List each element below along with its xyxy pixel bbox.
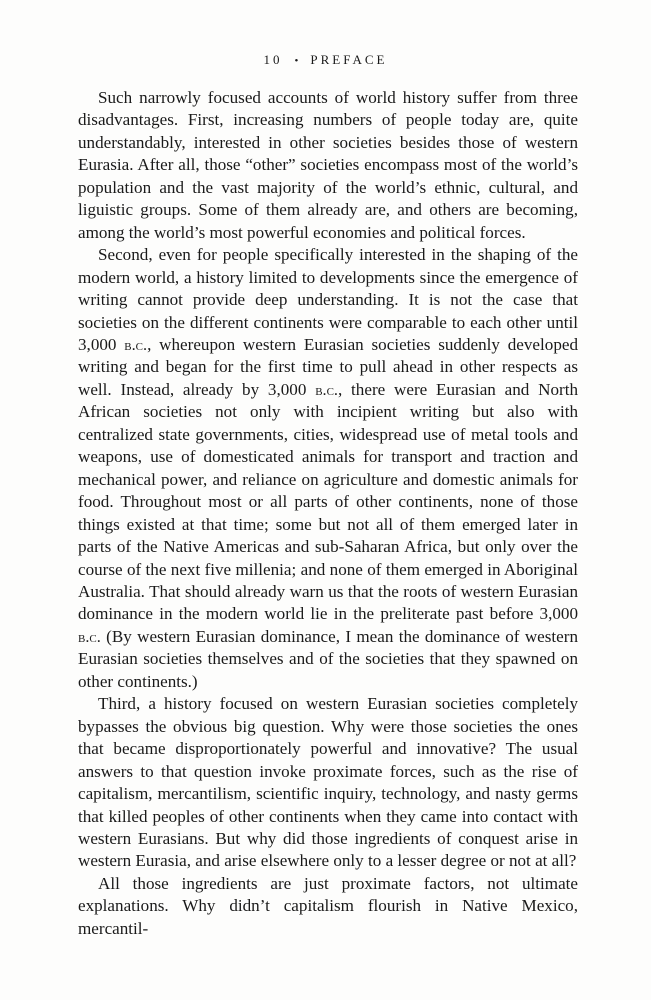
era-abbreviation: b.c. bbox=[124, 335, 148, 354]
era-abbreviation: b.c. bbox=[78, 627, 101, 646]
paragraph-2: Second, even for people specifically interested in the shaping of the modern world, a history limited to developments since the emergence of writing cannot provide deep understanding. It is not the case that societies on the different continents were comparable to each other until 3,000 b.c., whereupon western Eurasian societies suddenly developed writing and began for the first time to pull ahead in other respects as well. Instead, already by 3,000 b.c., there were Eurasian and North African societies not only with incipient writing but also with centralized state governments, cities, widespread use of metal tools and weapons, use of domesticated animals for transport and traction and mechanical power, and reliance on agriculture and domestic animals for food. Throughout most or all parts of other continents, none of those things existed at that time; some but not all of them emerged later in parts of the Native Americas and sub-Saharan Africa, but only over the course of the next five millenia; and none of them emerged in Aboriginal Australia. That should already warn us that the roots of western Eurasian dominance in the modern world lie in the preliterate past before 3,000 b.c. (By western Eurasian dominance, I mean the dominance of western Eurasian societies themselves and of the societies that they spawned on other continents.) bbox=[78, 245, 578, 691]
running-head bbox=[0, 52, 651, 69]
body-text bbox=[78, 87, 578, 940]
era-abbreviation: b.c. bbox=[315, 380, 338, 399]
bullet-separator: • bbox=[294, 55, 299, 67]
section-title: PREFACE bbox=[310, 52, 388, 67]
paragraph-4: All those ingredients are just proximate factors, not ultimate explanations. Why didn’t capitalism flourish in Native Mexico, mercantil- bbox=[78, 873, 578, 938]
paragraph-1: Such narrowly focused accounts of world history suffer from three disadvantages. First, increasing numbers of people today are, quite understandably, interested in other societies besides those of western Eurasia. After all, those “other” societies encompass most of the world’s population and the vast majority of the world’s ethnic, cultural, and liguistic groups. Some of them already are, and others are becoming, among the world’s most powerful economies and political forces. bbox=[78, 88, 578, 242]
page-number: 10 bbox=[263, 52, 283, 67]
paragraph-3: Third, a history focused on western Eurasian societies completely bypasses the obvious big question. Why were those societies the ones that became disproportionately powerful and innovative? The usual answers to that question invoke proximate forces, such as the rise of capitalism, mercantilism, scientific inquiry, technology, and nasty germs that killed peoples of other continents when they came into contact with western Eurasians. But why did those ingredients of conquest arise in western Eurasia, and arise elsewhere only to a lesser degree or not at all? bbox=[78, 694, 578, 871]
